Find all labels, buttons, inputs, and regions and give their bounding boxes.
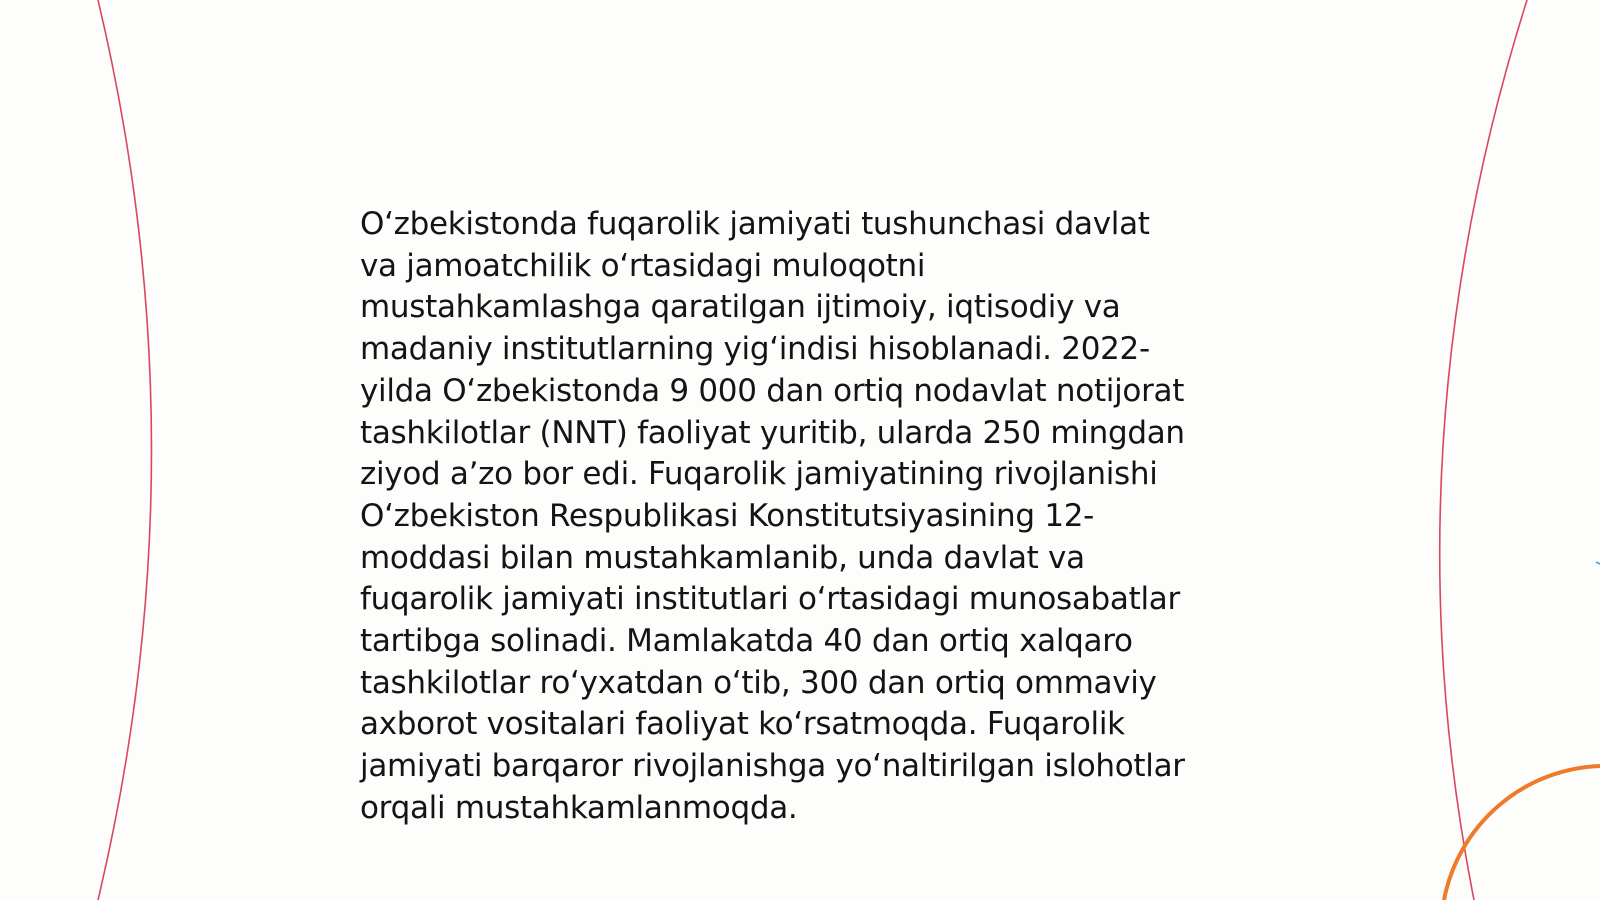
paragraph-line: orqali mustahkamlanmoqda.	[360, 789, 798, 826]
paragraph-line: fuqarolik jamiyati institutlari o‘rtasidagi munosabatlar	[360, 581, 1180, 618]
paragraph-line: mustahkamlashga qaratilgan ijtimoiy, iqtisodiy va	[360, 289, 1121, 326]
paragraph-line: O‘zbekiston Respublikasi Konstitutsiyasining 12-	[360, 497, 1095, 534]
paragraph-line: ziyod a’zo bor edi. Fuqarolik jamiyatining rivojlanishi	[360, 456, 1158, 493]
body-paragraph	[360, 204, 1260, 830]
right-curve	[1440, 0, 1527, 900]
paragraph-line: yilda O‘zbekistonda 9 000 dan ortiq nodavlat notijorat	[360, 372, 1185, 409]
left-curve	[98, 0, 152, 900]
paragraph-line: va jamoatchilik o‘rtasidagi muloqotni	[360, 247, 926, 284]
paragraph-line: axborot vositalari faoliyat ko‘rsatmoqda. Fuqarolik	[360, 706, 1125, 743]
paragraph-line: moddasi bilan mustahkamlanib, unda davlat va	[360, 539, 1085, 576]
paragraph-line: tashkilotlar (NNT) faoliyat yuritib, ularda 250 mingdan	[360, 414, 1185, 451]
paragraph-line: tartibga solinadi. Mamlakatda 40 dan ortiq xalqaro	[360, 623, 1133, 660]
paragraph-line: jamiyati barqaror rivojlanishga yo‘naltirilgan islohotlar	[360, 748, 1185, 785]
orange-arc	[1444, 766, 1600, 900]
paragraph-line: tashkilotlar ro‘yxatdan o‘tib, 300 dan ortiq ommaviy	[360, 664, 1157, 701]
paragraph-line: madaniy institutlarning yig‘indisi hisoblanadi. 2022-	[360, 331, 1150, 368]
blue-accent-mark	[1596, 562, 1600, 564]
paragraph-line: O‘zbekistonda fuqarolik jamiyati tushunchasi davlat	[360, 206, 1150, 242]
